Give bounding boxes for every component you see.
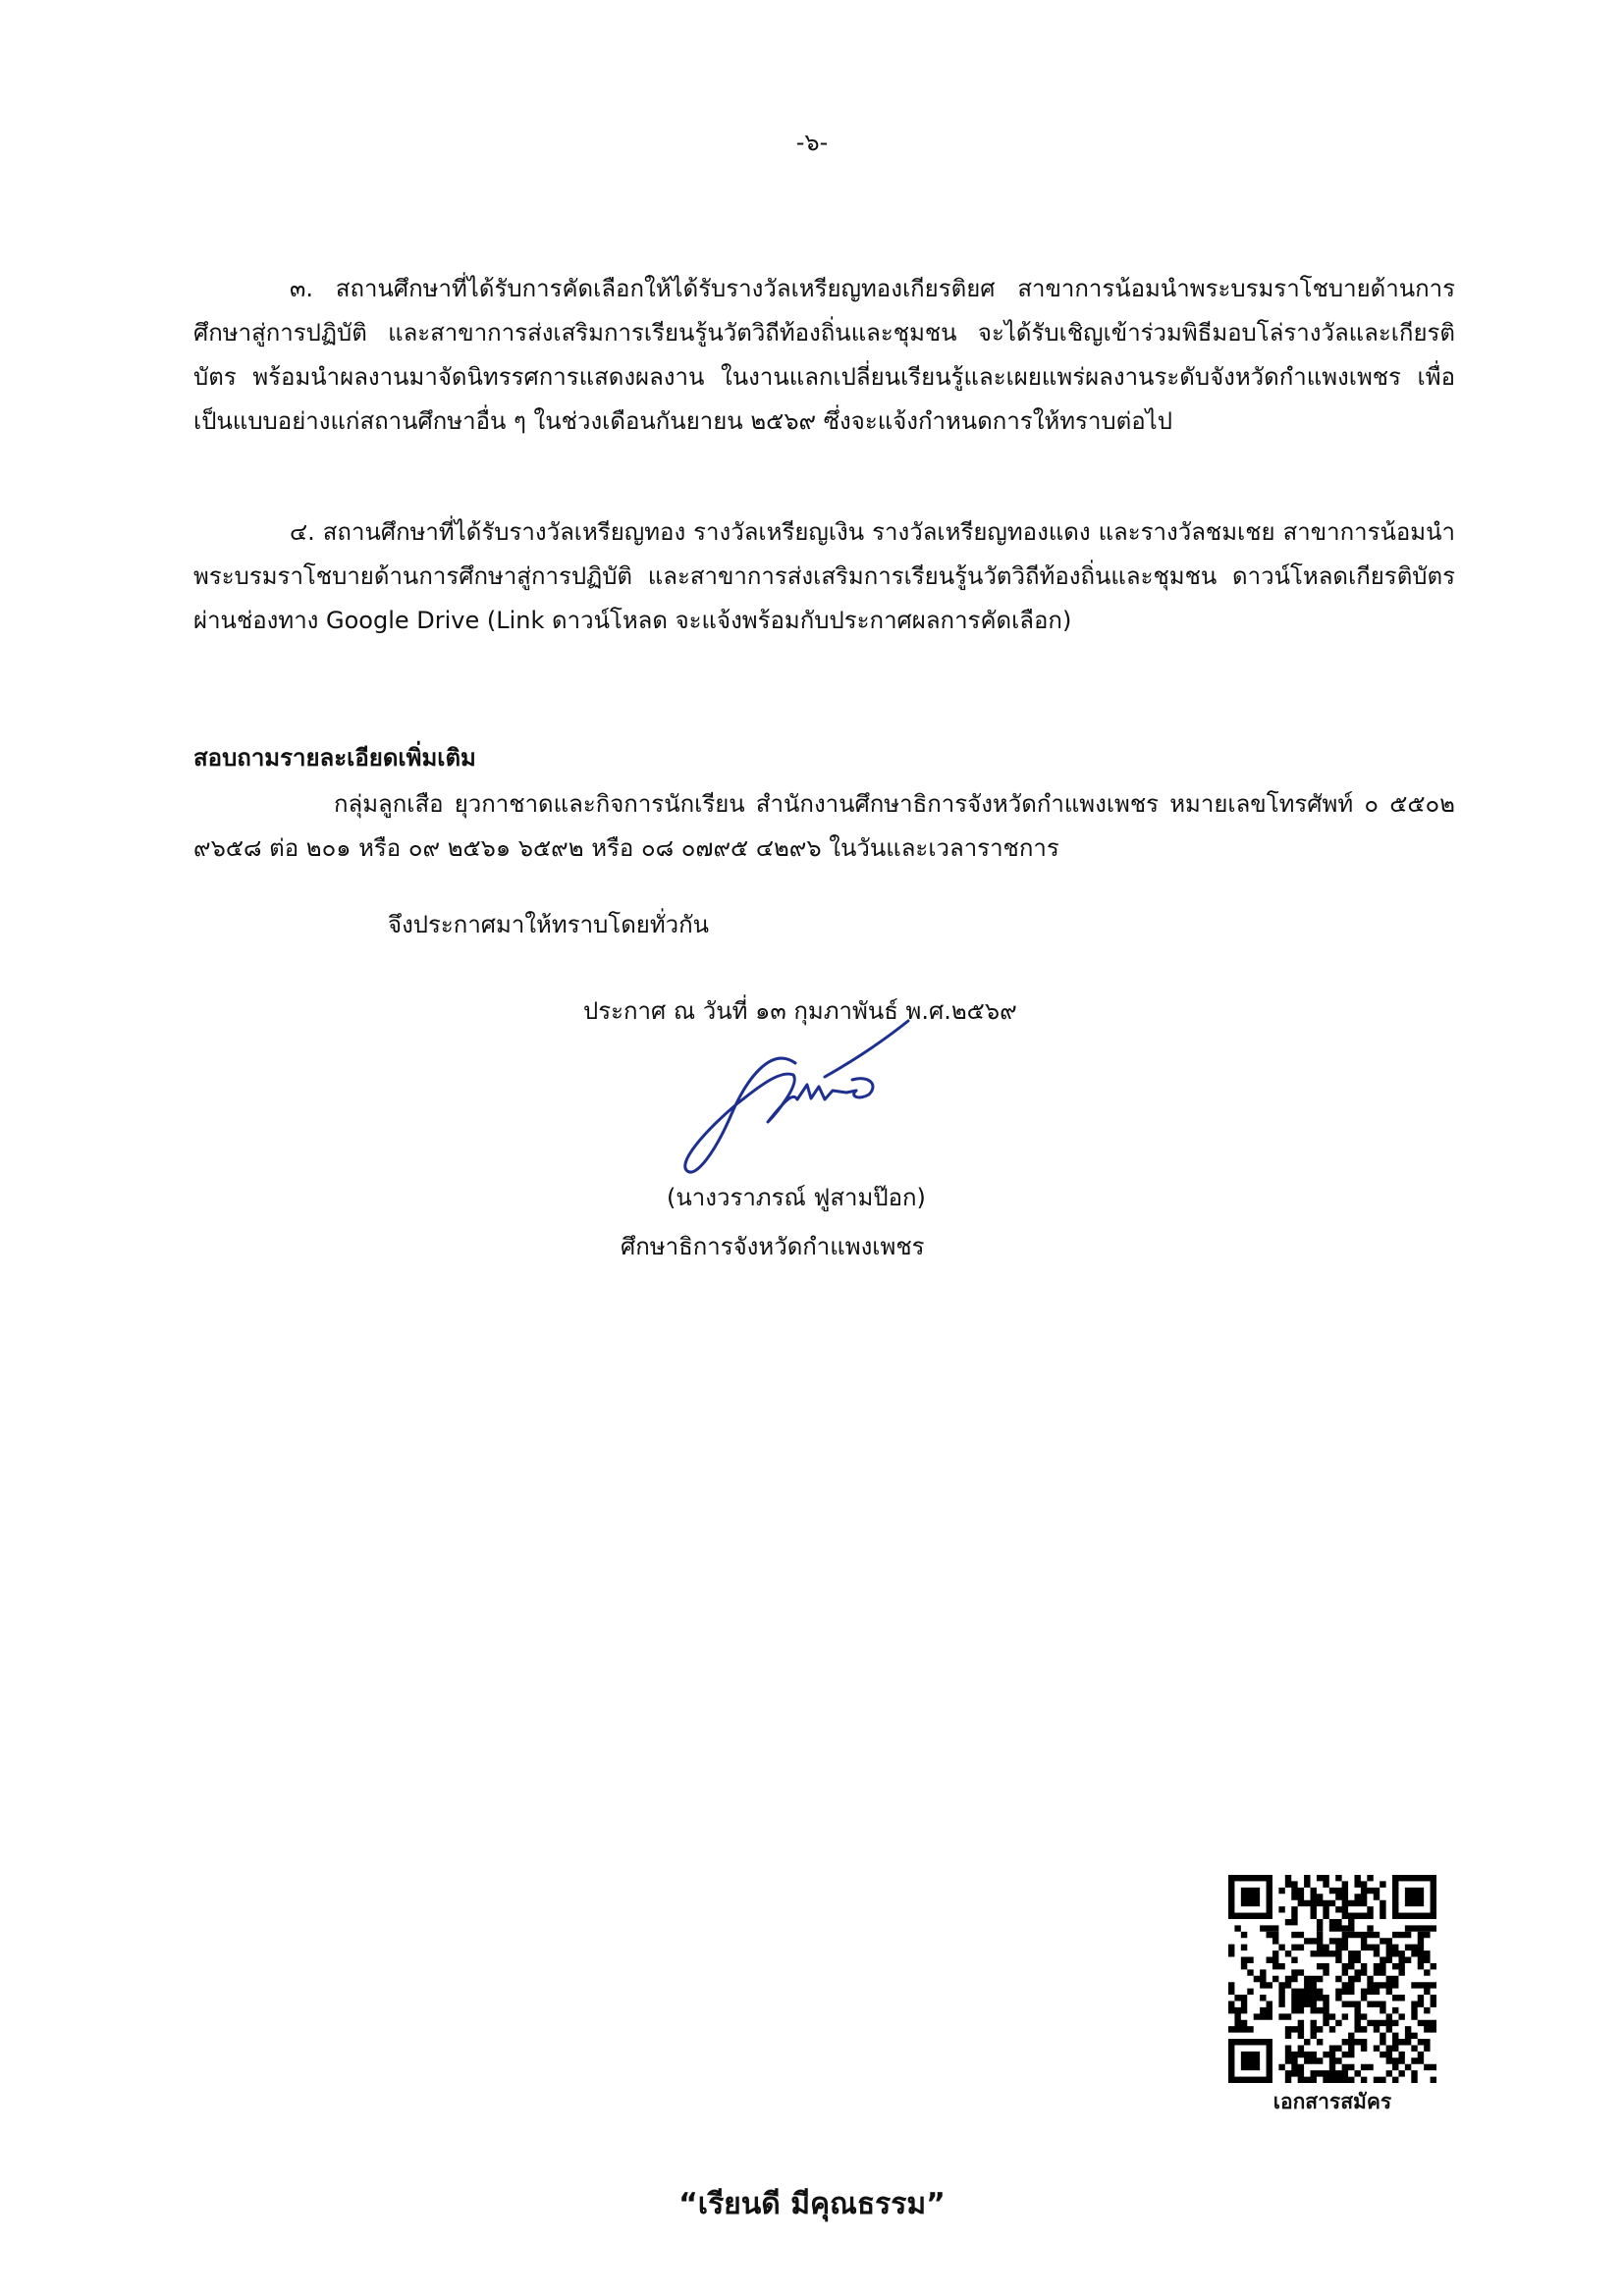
qr-code-icon[interactable] (1228, 1875, 1436, 2083)
inquiry-contact (193, 782, 1455, 871)
announcement-date: ประกาศ ณ วันที่ ๑๓ กุมภาพันธ์ พ.ศ.๒๕๖๙ (583, 997, 1017, 1025)
inquiry-heading: สอบถามรายละเอียดเพิ่มเติม (193, 744, 476, 772)
signer-name: (นางวราภรณ์ ฟูสามป๊อก) (667, 1184, 926, 1211)
paragraph-4 (193, 510, 1455, 643)
signature-image (677, 1006, 933, 1193)
page-number: -๖- (795, 129, 829, 156)
paragraph-3-text: ๓. สถานศึกษาที่ได้รับการคัดเลือกให้ได้รับรางวัลเหรียญทองเกียรติยศ สาขาการน้อมนำพระบรมราโชบายด้านการศึกษาสู่การปฏิบัติ และสาขาการส่งเสริมการเรียนรู้นวัตวิถีท้องถิ่นและชุมชน จะได้รับเชิญเข้าร่วมพิธีมอบโล่รางวัลและเกียรติบัตร พร้อมนำผลงานมาจัดนิทรรศการแสดงผลงาน ในงานแลกเปลี่ยนเรียนรู้และเผยแพร่ผลงานระดับจังหวัดกำแพงเพชร เพื่อเป็นแบบอย่างแก่สถานศึกษาอื่น ๆ ในช่วงเดือนกันยายน ๒๕๖๙ ซึ่งจะแจ้งกำหนดการให้ทราบต่อไป (193, 275, 1455, 435)
signer-title: ศึกษาธิการจังหวัดกำแพงเพชร (621, 1233, 925, 1260)
paragraph-3 (193, 267, 1455, 444)
inquiry-contact-text: กลุ่มลูกเสือ ยุวกาชาดและกิจการนักเรียน สำนักงานศึกษาธิการจังหวัดกำแพงเพชร หมายเลขโทรศัพท์ ๐ ๕๕๐๒ ๙๖๕๘ ต่อ ๒๐๑ หรือ ๐๙ ๒๕๖๑ ๖๕๙๒ หรือ ๐๘ ๐๗๙๕ ๔๒๙๖ ในวันและเวลาราชการ (193, 790, 1455, 862)
qr-caption: เอกสารสมัคร (1272, 2090, 1392, 2113)
motto: “เรียนดี มีคุณธรรม” (678, 2187, 946, 2221)
closing-statement: จึงประกาศมาให้ทราบโดยทั่วกัน (388, 911, 710, 938)
paragraph-4-text: ๔. สถานศึกษาที่ได้รับรางวัลเหรียญทอง รางวัลเหรียญเงิน รางวัลเหรียญทองแดง และรางวัลชมเชย สาขาการน้อมนำพระบรมราโชบายด้านการศึกษาสู่การปฏิบัติ และสาขาการส่งเสริมการเรียนรู้นวัตวิถีท้องถิ่นและชุมชน ดาวน์โหลดเกียรติบัตรผ่านช่องทาง Google Drive (Link ดาวน์โหลด จะแจ้งพร้อมกับประกาศผลการคัดเลือก) (193, 518, 1455, 634)
